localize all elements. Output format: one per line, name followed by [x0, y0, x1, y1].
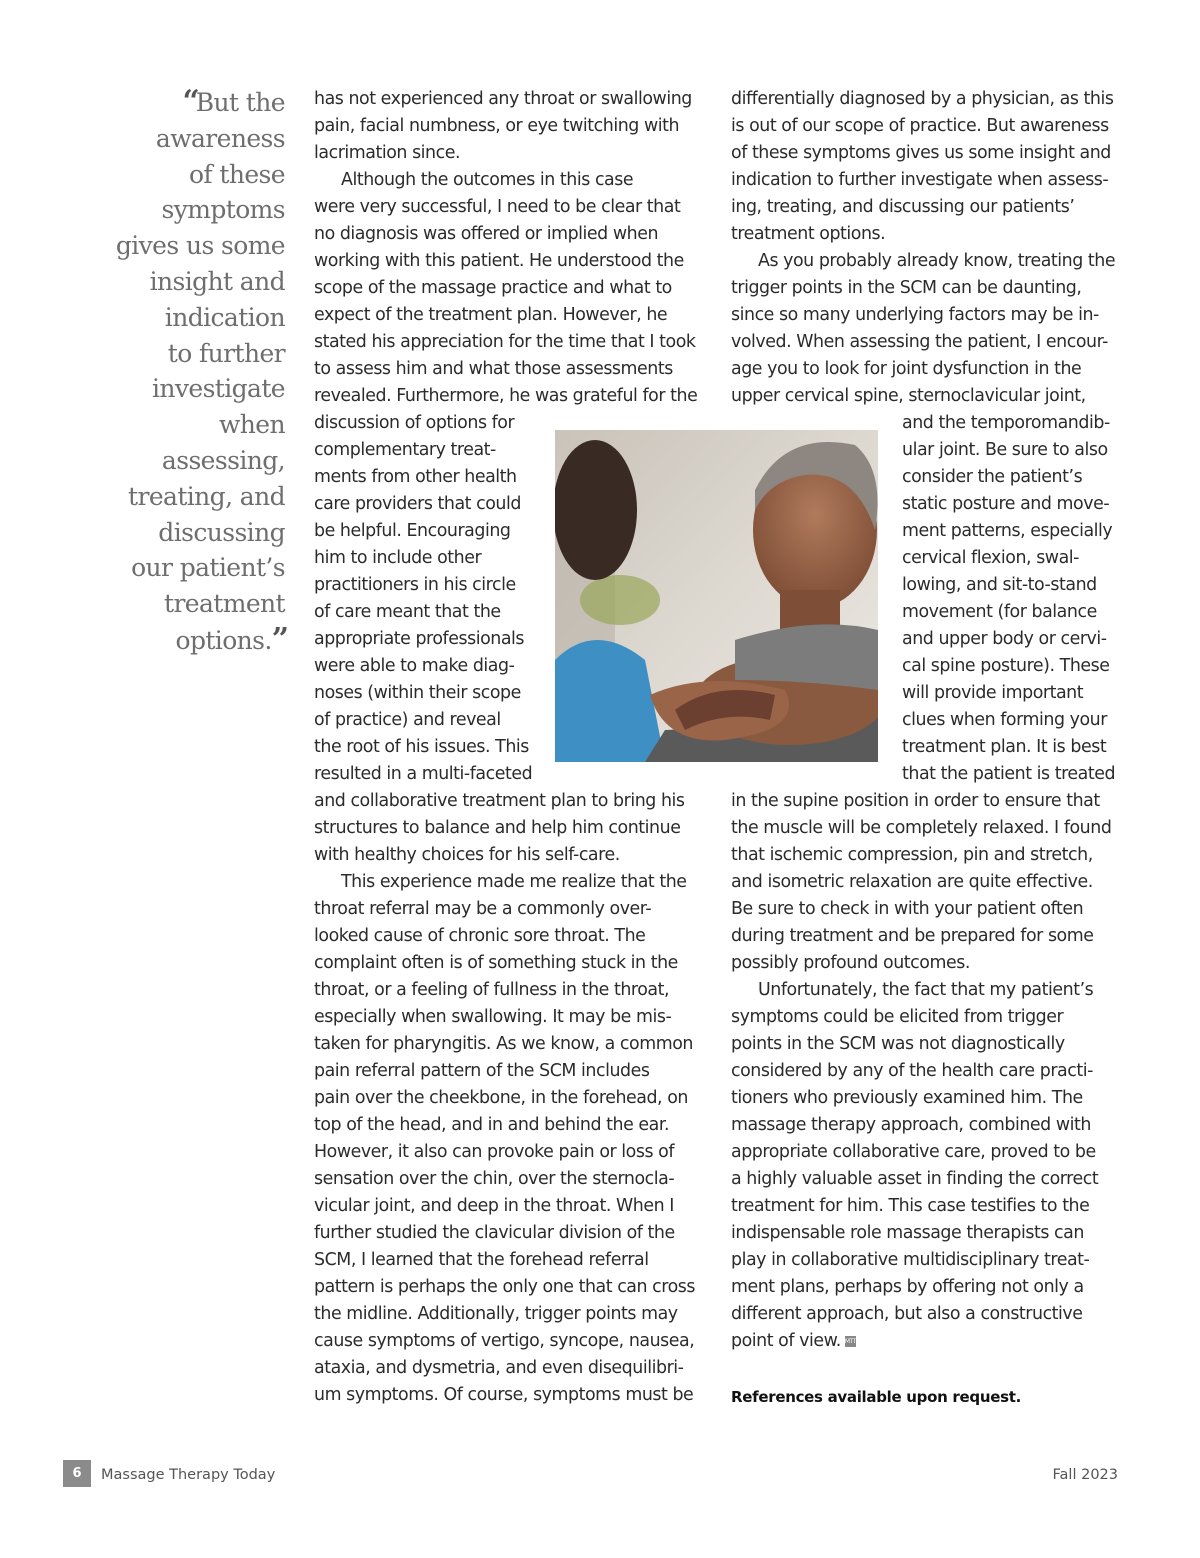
pull-quote-line: our patient’s — [131, 553, 285, 583]
article-line: As you probably already know, treating the — [758, 251, 1116, 271]
article-line: um symptoms. Of course, symptoms must be — [314, 1385, 694, 1405]
article-line: possibly profound outcomes. — [731, 953, 970, 973]
article-line: were able to make diag- — [314, 656, 515, 676]
therapist-patient-photo — [555, 430, 878, 762]
article-line: ing, treating, and discussing our patients’ — [731, 197, 1075, 217]
article-line: vicular joint, and deep in the throat. When I — [314, 1196, 674, 1216]
article-photo — [555, 430, 878, 762]
article-line: clues when forming your — [902, 710, 1107, 730]
open-quote-mark: “ — [182, 84, 196, 119]
article-line: cause symptoms of vertigo, syncope, nausea, — [314, 1331, 695, 1351]
article-line: of practice) and reveal — [314, 710, 501, 730]
article-line: treatment for him. This case testifies to the — [731, 1196, 1090, 1216]
issue-label: Fall 2023 — [1052, 1467, 1118, 1483]
article-line: This experience made me realize that the — [341, 872, 687, 892]
article-line: has not experienced any throat or swallowing — [314, 89, 692, 109]
article-line: that the patient is treated — [902, 764, 1116, 784]
pull-quote-line: awareness — [155, 123, 285, 153]
article-line: treatment plan. It is best — [902, 737, 1107, 757]
article-line: throat referral may be a commonly over- — [314, 899, 652, 919]
magazine-title: Massage Therapy Today — [101, 1467, 276, 1483]
article-line: and collaborative treatment plan to bring his — [314, 791, 685, 811]
article-line: pattern is perhaps the only one that can cross — [314, 1277, 696, 1297]
article-line: ular joint. Be sure to also — [902, 440, 1108, 460]
article-line: practitioners in his circle — [314, 575, 516, 595]
article-line: of these symptoms gives us some insight and — [731, 143, 1111, 163]
pull-quote-line: treatment — [164, 589, 285, 619]
article-line: the muscle will be completely relaxed. I found — [731, 818, 1112, 838]
pull-quote-line: to further — [167, 338, 285, 368]
article-line: movement (for balance — [902, 602, 1097, 622]
article-line: revealed. Furthermore, he was grateful for the — [314, 386, 698, 406]
article-line: looked cause of chronic sore throat. The — [314, 926, 646, 946]
pull-quote-line: indication — [164, 302, 285, 332]
pull-quote-line: symptoms — [161, 195, 285, 225]
article-line: volved. When assessing the patient, I encour- — [731, 332, 1109, 352]
pull-quote — [100, 84, 285, 659]
article-line: sensation over the chin, over the sternocla- — [314, 1169, 675, 1189]
article-line: ment patterns, especially — [902, 521, 1113, 541]
article-line: symptoms could be elicited from trigger — [731, 1007, 1064, 1027]
article-line: pain referral pattern of the SCM includes — [314, 1061, 650, 1081]
article-line: cal spine posture). These — [902, 656, 1110, 676]
article-line: especially when swallowing. It may be mis- — [314, 1007, 672, 1027]
article-line: noses (within their scope — [314, 683, 521, 703]
article-line: considered by any of the health care practi- — [731, 1061, 1093, 1081]
article-line: Unfortunately, the fact that my patient’s — [758, 980, 1094, 1000]
article-line: no diagnosis was offered or implied when — [314, 224, 659, 244]
article-line: top of the head, and in and behind the ear. — [314, 1115, 670, 1135]
article-line: appropriate professionals — [314, 629, 525, 649]
article-line: throat, or a feeling of fullness in the throat, — [314, 980, 670, 1000]
article-line: ataxia, and dysmetria, and even disequilibri- — [314, 1358, 684, 1378]
article-line: discussion of options for — [314, 413, 515, 433]
article-line: taken for pharyngitis. As we know, a common — [314, 1034, 693, 1054]
pull-quote-line: insight and — [149, 266, 285, 296]
article-line: further studied the clavicular division of the — [314, 1223, 675, 1243]
article-line: treatment options. — [731, 224, 886, 244]
article-line: cervical flexion, swal- — [902, 548, 1079, 568]
page-footer — [63, 1460, 1118, 1490]
page-number: 6 — [63, 1460, 91, 1487]
article-line: resulted in a multi-faceted — [314, 764, 533, 784]
article-line: indispensable role massage therapists can — [731, 1223, 1084, 1243]
article-line: will provide important — [902, 683, 1084, 703]
article-line: him to include other — [314, 548, 482, 568]
article-line: Be sure to check in with your patient often — [731, 899, 1084, 919]
article-line: during treatment and be prepared for some — [731, 926, 1094, 946]
article-line: upper cervical spine, sternoclavicular joint, — [731, 386, 1086, 406]
article-line: ment plans, perhaps by offering not only a — [731, 1277, 1084, 1297]
article-line: massage therapy approach, combined with — [731, 1115, 1091, 1135]
article-line: consider the patient’s — [902, 467, 1083, 487]
article-line: a highly valuable asset in finding the correct — [731, 1169, 1099, 1189]
article-line: differentially diagnosed by a physician, as this — [731, 89, 1114, 109]
article-line: tioners who previously examined him. The — [731, 1088, 1083, 1108]
article-line: static posture and move- — [902, 494, 1110, 514]
article-line: complementary treat- — [314, 440, 496, 460]
article-line: the midline. Additionally, trigger points may — [314, 1304, 678, 1324]
pull-quote-line: options.” — [175, 621, 285, 657]
pull-quote-line: gives us some — [115, 231, 285, 261]
article-line: Although the outcomes in this case — [341, 170, 634, 190]
article-line: trigger points in the SCM can be daunting, — [731, 278, 1082, 298]
article-line: to assess him and what those assessments — [314, 359, 673, 379]
references-note: References available upon request. — [731, 1388, 1021, 1406]
article-line: age you to look for joint dysfunction in the — [731, 359, 1082, 379]
article-line: pain over the cheekbone, in the forehead, on — [314, 1088, 688, 1108]
end-mark-icon: MTT — [844, 1337, 856, 1345]
pull-quote-line: of these — [188, 159, 285, 189]
pull-quote-line: “But the — [182, 84, 285, 119]
article-line: SCM, I learned that the forehead referral — [314, 1250, 649, 1270]
article-line: indication to further investigate when assess- — [731, 170, 1109, 190]
article-line: point of view. — [731, 1331, 841, 1351]
article-line: lacrimation since. — [314, 143, 461, 163]
article-line: ments from other health — [314, 467, 517, 487]
article-line: and the temporomandib- — [902, 413, 1110, 433]
article-line: points in the SCM was not diagnostically — [731, 1034, 1065, 1054]
article-line: lowing, and sit-to-stand — [902, 575, 1097, 595]
article-line: be helpful. Encouraging — [314, 521, 511, 541]
article-line: However, it also can provoke pain or loss of — [314, 1142, 675, 1162]
pull-quote-line: investigate — [151, 374, 285, 404]
article-line: expect of the treatment plan. However, he — [314, 305, 668, 325]
article-line: were very successful, I need to be clear that — [314, 197, 681, 217]
pull-quote-line: when assessing, — [161, 410, 285, 475]
article-line: pain, facial numbness, or eye twitching with — [314, 116, 680, 136]
article-line: stated his appreciation for the time that I took — [314, 332, 696, 352]
article-line: appropriate collaborative care, proved to be — [731, 1142, 1096, 1162]
article-line: structures to balance and help him continue — [314, 818, 681, 838]
article-line: of care meant that the — [314, 602, 501, 622]
pull-quote-line: treating, and — [128, 481, 285, 511]
article-line: working with this patient. He understood the — [314, 251, 684, 271]
article-line: scope of the massage practice and what to — [314, 278, 672, 298]
article-line: complaint often is of something stuck in the — [314, 953, 678, 973]
pull-quote-line: discussing — [158, 517, 285, 547]
article-line: play in collaborative multidisciplinary treat- — [731, 1250, 1090, 1270]
article-line: that ischemic compression, pin and stretch, — [731, 845, 1093, 865]
article-line: since so many underlying factors may be in- — [731, 305, 1099, 325]
article-line: and isometric relaxation are quite effective. — [731, 872, 1093, 892]
article-line: the root of his issues. This — [314, 737, 529, 757]
article-line: care providers that could — [314, 494, 521, 514]
article-line: in the supine position in order to ensure that — [731, 791, 1100, 811]
article-line: different approach, but also a constructive — [731, 1304, 1083, 1324]
article-line: and upper body or cervi- — [902, 629, 1107, 649]
article-line: is out of our scope of practice. But awareness — [731, 116, 1109, 136]
article-line: with healthy choices for his self-care. — [314, 845, 620, 865]
close-quote-mark: ” — [271, 621, 285, 657]
